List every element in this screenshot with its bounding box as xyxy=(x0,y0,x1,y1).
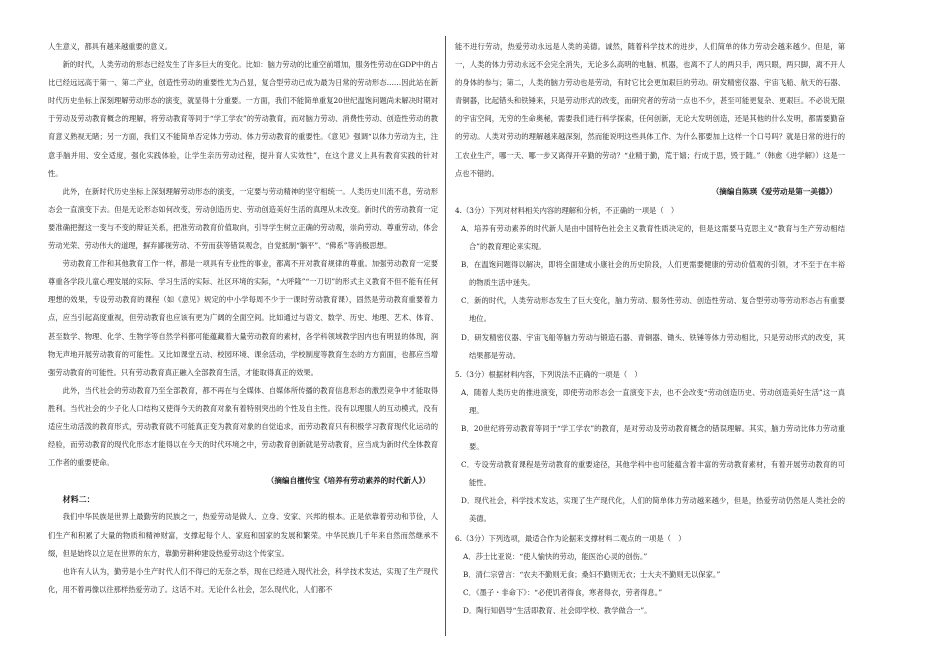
option-6d: D．陶行知倡导“生活即教育、社会即学校、教学做合一”。 xyxy=(463,605,652,615)
paragraph: 我们中华民族是世界上最勤劳的民族之一，热爱劳动是做人、立身、安家、兴邦的根本。正是依靠着劳动和节俭，人们生产和积累了大量的物质和精神财富，支撑起每个人、家庭和国家的发展和繁荣。中华民族几千年来自然而然继承不缀，但是始终以立足在世界的东方，靠勤劳耕种建设热爱劳动这个传家宝。 xyxy=(48,512,438,558)
option-5b: B．20世纪将劳动教育等同于“学工学农”的教育，是对劳动及劳动教育概念的错误理解。其实，脑力劳动比体力劳动重要。 xyxy=(461,423,845,452)
source-citation: （摘编自陈瑛《爱劳动是第一美德》） xyxy=(711,186,837,196)
paragraph: 此外，在新时代历史坐标上深刻理解劳动形态的演变，一定要与劳动精神的坚守相统一。人类历史川流不息，劳动形态会一直演变下去。但是无论形态如何改变，劳动创造历史、劳动创造美好生活的真理从未改变。新时代的劳动教育一定要准确把握这一变与不变的辩证关系，把准劳动教育价值取向，引导学生树立正确的劳动观，崇尚劳动、尊重劳动，体会劳动光荣、劳动伟大的道理，摒弃鄙视劳动、不劳而获等错误观念，自觉抵制“躺平”、“佛系”等消极思想。 xyxy=(48,186,438,251)
option-5a: A．随着人类历史的推进演变，即使劳动形态会一直演变下去，也不会改变“劳动创造历史、劳动创造美好生活”这一真理。 xyxy=(461,387,845,415)
paragraph: 新的时代，人类劳动的形态已经发生了许多巨大的变化。比如：脑力劳动的比重空前增加，服务性劳动在GDP中的占比已经远远高于第一、第二产业，创造性劳动的重要性尤为凸显，复合型劳动已成为最为日常的劳动形态……因此站在新时代历史坐标上深刻理解劳动形态的演变，就显得十分重要。一方面，我们不能简单重复20世纪温饱问题尚未解决时期对于劳动及劳动教育概念的理解，将劳动教育等同于“学工学农”的劳动教育，而对脑力劳动、消费性劳动、创造性劳动的教育意义熟视无睹；另一方面，我们又不能简单否定体力劳动、体力劳动教育的重要性。《意见》强调“以体力劳动为主，注意手脑并用、安全适度，强化实践体验，让学生亲历劳动过程，提升育人实效性”，在这个意义上具有教育实践的针对性。 xyxy=(48,60,438,178)
option-4d: D．研发精密仪器、宇宙飞船等脑力劳动与锻造石器、青铜器、锄头、铁锤等体力劳动相比，只是劳动形式的改变，其结果都是劳动。 xyxy=(461,332,845,360)
option-6c: C．《墨子・非命下》：“必使饥者得食，寒者得衣，劳者得息。” xyxy=(463,587,663,597)
left-column xyxy=(48,38,438,599)
paragraph: 能不进行劳动，热爱劳动永远是人类的美德。诚然，随着科学技术的进步，人们简单的体力劳动会越来越少。但是，第一，人类的体力劳动永远不会完全消失，无论多么高明的电脑、机器，也离不了人的两只手，两只眼，两只脚，离不开人的身体的参与；第二，人类的脑力劳动也是劳动，有时它比会更加艰巨的劳动。研发精密仪器、宇宙飞船、航天的石器、青铜器，比起错头和铁锤来，只是劳动形式的改变，而研究者的劳动一点也不少，甚至可能更复杂、更艰巨。不必说无限的宇宙空间，无穷的生命奥秘，需要我们进行科学探索，任何创新，无论大发明创造，还是其他的什么发明，都需要勤奋的劳动。人类对劳动的理解越来越深刻，然而能说明这些具体工作、为什么都要加上这样一个口号吗？就是日常的进行的工农业生产，哪一天、哪一步又离得开辛勤的劳动？“业精于勤，荒于嬉；行成于思，毁于随。”（韩愈《进学解》）这是一点也不错的。 xyxy=(455,42,845,178)
paragraph: 也许有人认为，勤劳是小生产时代人们不得已的无奈之举，现在已经进入现代社会，科学技术发达，实现了生产现代化，用不着再像以往那样热爱劳动了。这话不对。无论什么社会，怎么现代化，人们都不 xyxy=(48,566,438,594)
option-5c: C．专设劳动教育课程是劳动教育的重要途径，其他学科中也可能蕴含着丰富的劳动教育素材，有着开展劳动教育的可能性。 xyxy=(461,460,845,488)
paragraph: 此外，当代社会的劳动教育乃至全部教育，都不再在与全媒体、自媒体所传播的教育信息形态的激烈竞争中才能取得胜利。当代社会的少子化人口结构又使得今天的教育对象有着特别突出的个性及自主性。没有以理服人的互动模式，没有适应生动活泼的教育形式，劳动教育就不可能真正变为教育对象的自觉追求，而劳动教育只有积极学习教育现代化运动的经验，而劳动教育的现代化形态才能得以在今天的时代环境之中，劳动教育创新就是劳动教育，应当成为新时代全体教育工作者的重要使命。 xyxy=(48,385,438,468)
option-4a: A．培养有劳动素养的时代新人是由中国特色社会主义教育性质决定的，但是这需要马克思主义“教育与生产劳动相结合”的教育理论来实现。 xyxy=(461,223,845,252)
paragraph: 人生意义，都具有越来越重要的意义。 xyxy=(48,42,173,51)
question-5: 5.（3分）根据材料内容，下列说法不正确的一项是（ ） xyxy=(455,369,642,379)
question-4: 4.（3分）下列对材料相关内容的理解和分析，不正确的一项是（ ） xyxy=(455,205,679,215)
material-heading: 材料二： xyxy=(62,494,95,505)
option-6a: A．莎士比亚说：“使人愉快的劳动，能医治心灵的创伤。” xyxy=(463,551,648,561)
option-4b: B．在温饱问题得以解决，即将全面建成小康社会的历史阶段，人们更需要健康的劳动价值观的引领，才不至于在丰裕的物质生活中迷失。 xyxy=(461,260,845,288)
column-divider xyxy=(445,36,446,636)
option-6b: B．清仁宗曾言：“农夫不勤则无食；桑妇不勤则无衣；士大夫不勤则无以保家。” xyxy=(463,569,721,579)
option-5d: D．现代社会，科学技术发达，实现了生产现代化，人们的简单体力劳动越来越少，但是，热爱劳动仍然是人类社会的美德。 xyxy=(461,496,845,524)
paragraph: 劳动教育工作和其他教育工作一样，都是一项具有专业性的事业，都离不开对教育规律的尊重。加强劳动教育一定要尊重各学段儿童心理发展的实际、学习生活的实际、社区环境的实际，“大呼隆”“一刀切”的形式主义教育不但不能有任何理想的效果，专设劳动教育的课程（如《意见》规定的中小学每周不少于一课时劳动教育课），固然是劳动教育重要着力点，应当引起高度重视，但劳动教育也应该有更为广阔的全面空间。比如通过与语文、数学、历史、地理、艺术、体育、甚至数学、物理、化学、生物学等自然学科都可能蕴藏着大量劳动教育的素材，各学科领域教学因内也有明显的体现，润物无声地开展劳动教育的可能性。又比如课堂五动、校园环境、课余活动，学校制度等教育生态的方方面面，也都应当增强劳动教育的可能性。只有劳动教育真正融入全部教育生活，才能取得真正的效果。 xyxy=(48,259,438,377)
option-4c: C．新的时代，人类劳动形态发生了巨大变化，脑力劳动、服务性劳动、创造性劳动、复合型劳动等劳动形态占有重要地位。 xyxy=(461,296,845,324)
question-6: 6.（3分）下列选项，最适合作为论据来支撑材料二观点的一项是（ ） xyxy=(455,533,686,543)
right-column xyxy=(455,38,845,620)
source-citation: （摘编自檀传宝《培养有劳动素养的时代新人》） xyxy=(266,476,430,486)
